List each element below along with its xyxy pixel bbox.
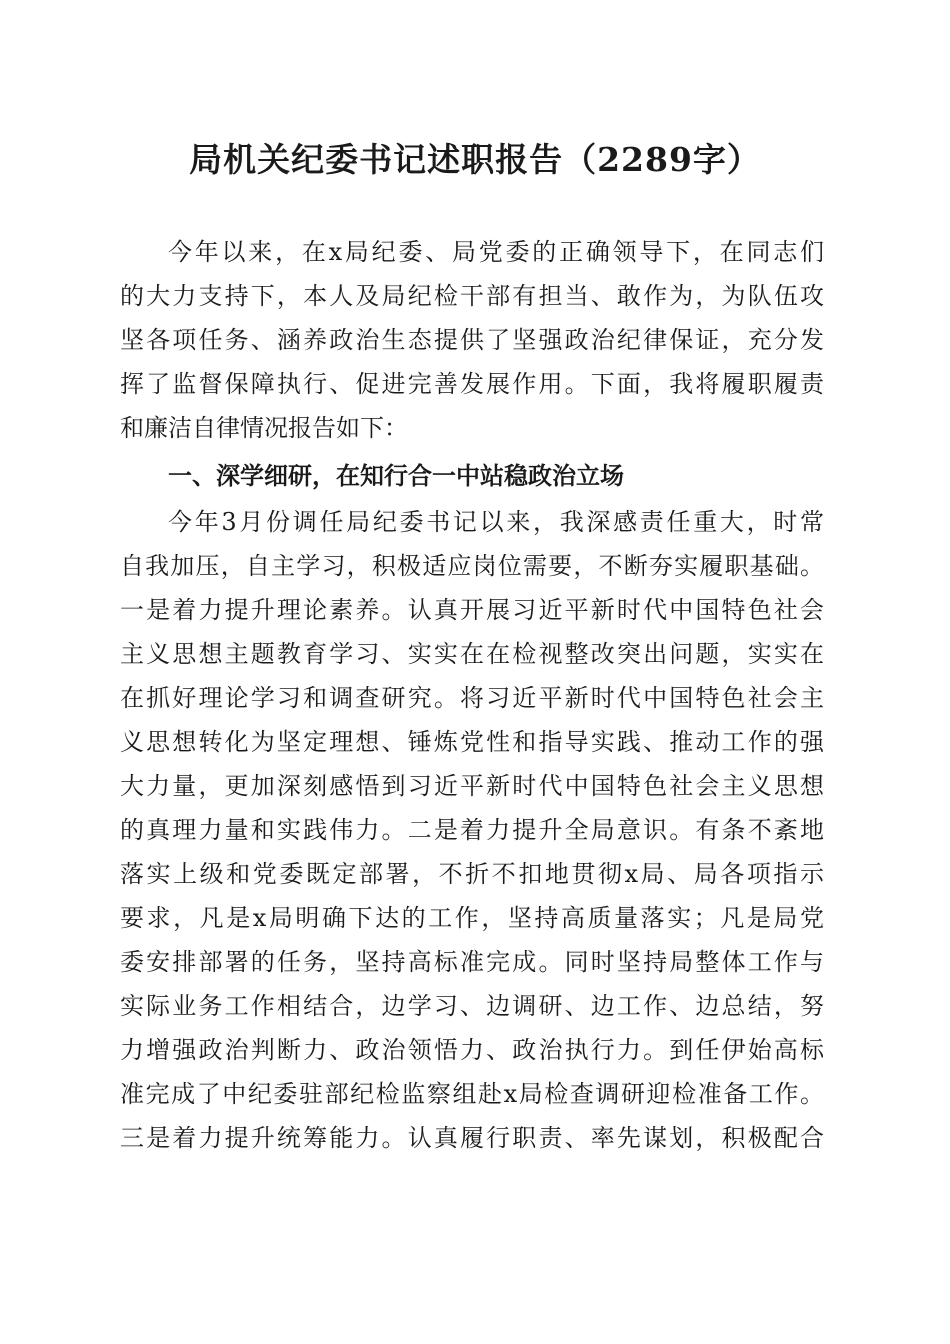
section-heading: 一、深学细研，在知行合一中站稳政治立场	[168, 462, 624, 490]
intro-line: 今年以来，在x局纪委、局党委的正确领导下，在同志们	[168, 238, 824, 266]
body-line: 今年3月份调任局纪委书记以来，我深感责任重大，时常	[168, 508, 824, 536]
document-title: 局机关纪委书记述职报告（2289字）	[189, 140, 761, 179]
body-line: 的真理力量和实践伟力。二是着力提升全局意识。有条不紊地	[120, 816, 824, 844]
body-line: 实际业务工作相结合，边学习、边调研、边工作、边总结，努	[120, 992, 824, 1020]
body-line: 要求，凡是x局明确下达的工作，坚持高质量落实；凡是局党	[120, 904, 824, 932]
body-line: 委安排部署的任务，坚持高标准完成。同时坚持局整体工作与	[120, 948, 824, 976]
intro-line: 和廉洁自律情况报告如下：	[120, 414, 408, 442]
intro-line: 的大力支持下，本人及局纪检干部有担当、敢作为，为队伍攻	[120, 282, 824, 310]
body-line: 自我加压，自主学习，积极适应岗位需要，不断夯实履职基础。	[120, 552, 824, 580]
body-line: 力增强政治判断力、政治领悟力、政治执行力。到任伊始高标	[120, 1036, 824, 1064]
body-line: 一是着力提升理论素养。认真开展习近平新时代中国特色社会	[120, 596, 824, 624]
body-line: 在抓好理论学习和调查研究。将习近平新时代中国特色社会主	[120, 684, 824, 712]
body-line: 准完成了中纪委驻部纪检监察组赴x局检查调研迎检准备工作。	[120, 1080, 824, 1108]
intro-line: 坚各项任务、涵养政治生态提供了坚强政治纪律保证，充分发	[120, 326, 824, 354]
body-line: 落实上级和党委既定部署，不折不扣地贯彻x局、局各项指示	[120, 860, 824, 888]
body-line: 大力量，更加深刻感悟到习近平新时代中国特色社会主义思想	[120, 772, 824, 800]
body-line: 义思想转化为坚定理想、锤炼党性和指导实践、推动工作的强	[120, 728, 824, 756]
body-line: 主义思想主题教育学习、实实在在检视整改突出问题，实实在	[120, 640, 824, 668]
intro-line: 挥了监督保障执行、促进完善发展作用。下面，我将履职履责	[120, 370, 824, 398]
body-line: 三是着力提升统筹能力。认真履行职责、率先谋划，积极配合	[120, 1124, 824, 1152]
